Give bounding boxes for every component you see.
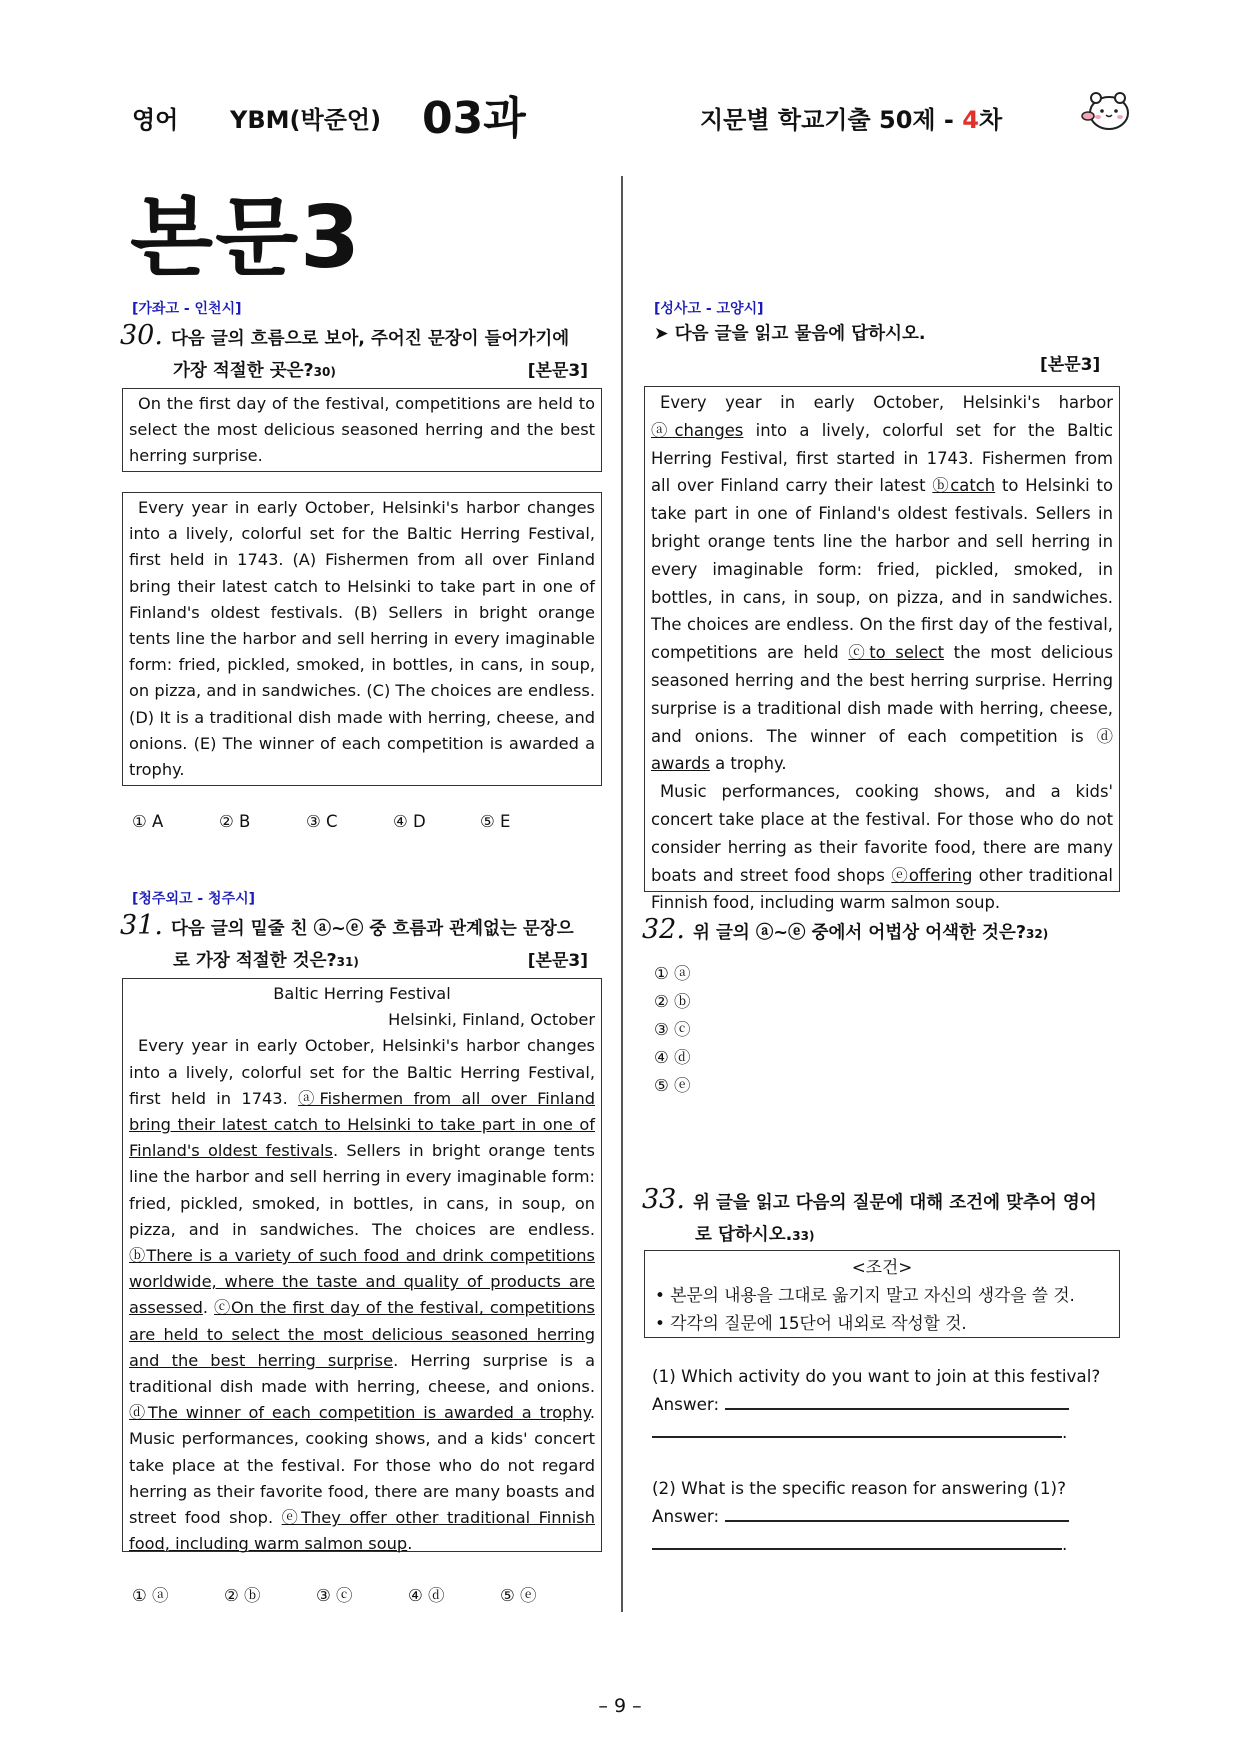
right-tag: [본문3] [1040, 355, 1101, 375]
q31-underline-b: ⓑThere is a variety of such food and drink competitions worldwide, where the taste and quality of products are assessed [129, 1246, 595, 1318]
q30-option-1[interactable]: ① A [132, 812, 164, 831]
q33-sub2-question: (2) What is the specific reason for answering (1)? [652, 1478, 1066, 1498]
q33-sub1-answer-line[interactable] [725, 1390, 1069, 1410]
q31-options [132, 1582, 592, 1606]
q31-option-5[interactable]: ⑤ ⓔ [500, 1586, 537, 1605]
right-passage: Every year in early October, Helsinki's harbor ⓐchanges into a lively, colorful set for the Baltic Herring Festival, first started in 1743. Fishermen from all over Finland carry their latest ⓑcatch to Helsinki to take part in one of Finland's oldest festivals. Sellers in bright orange tents line the harbor and sell herring in every imaginable form: fried, pickled, smoked, in bottles, in cans, in soup, on pizza, and in sandwiches. The choices are endless. On the first day of the festival, competitions are held ⓒto select the most delicious seasoned herring and the best herring surprise. Herring surprise is a traditional dish made with herring, cheese, and onions. The winner of each competition is ⓓ awards a trophy. Music performances, cooking shows, and a kids' concert take place at the festival. For those who do not consider herring as their favorite food, there are many boats and street food shops ⓔoffering other traditional Finnish food, including warm salmon soup. [644, 386, 1120, 892]
q30-tag: [본문3] [527, 361, 588, 381]
series-label: 지문별 학교기출 50제 - 4차 [700, 106, 1003, 134]
q32-prompt: 32. 위 글의 ⓐ~ⓔ 중에서 어법상 어색한 것은?32) [642, 914, 1049, 945]
q31-passage-title: Baltic Herring Festival [273, 984, 451, 1003]
q30-given-sentence: On the first day of the festival, competitions are held to select the most delicious seasoned herring and the best herring surprise. [122, 388, 602, 472]
right-underline-c: ⓒto select [848, 643, 945, 663]
q33-number: 33. [642, 1184, 685, 1215]
q30-number: 30. [120, 320, 163, 351]
column-divider [621, 176, 623, 1612]
right-underline-e: ⓔoffering [891, 865, 973, 885]
q31-underline-c: ⓒOn the first day of the festival, competitions are held to select the most delicious seasoned herring and the best herring surprise [129, 1298, 595, 1370]
q32-option-3[interactable]: ③ ⓒ [654, 1020, 691, 1039]
q32-options [654, 960, 691, 1100]
right-source: [성사고 - 고양시] [654, 301, 764, 317]
q33-condition-2: • 각각의 질문에 15단어 내외로 작성할 것. [655, 1313, 967, 1333]
q31-prompt: 31. 다음 글의 밑줄 친 ⓐ~ⓔ 중 흐름과 관계없는 문장으 로 가장 적절한 것은?31) [본문3] [120, 910, 600, 978]
q31-option-3[interactable]: ③ ⓒ [316, 1586, 353, 1605]
q32-option-4[interactable]: ④ ⓓ [654, 1048, 691, 1067]
q30-prompt: 30. 다음 글의 흐름으로 보아, 주어진 문장이 들어가기에 가장 적절한 곳은?30) [본문3] [120, 320, 600, 388]
q31-underline-d: ⓓThe winner of each competition is awarded a trophy [129, 1403, 590, 1423]
q32-option-1[interactable]: ① ⓐ [654, 964, 691, 983]
q30-option-5[interactable]: ⑤ E [480, 812, 511, 831]
q30-option-2[interactable]: ② B [219, 812, 251, 831]
q30-option-4[interactable]: ④ D [393, 812, 426, 831]
subject-label: 영어 [132, 106, 179, 134]
q33-sub1-question: (1) Which activity do you want to join at this festival? [652, 1366, 1101, 1386]
q33-conditions [644, 1250, 1120, 1338]
q30-passage: Every year in early October, Helsinki's harbor changes into a lively, colorful set for the Baltic Herring Festival, first held in 1743. (A) Fishermen from all over Finland bring their latest catch to Helsinki to take part in one of Finland's oldest festivals. (B) Sellers in bright orange tents line the harbor and sell herring in every imaginable form: fried, pickled, smoked, in bottles, in cans, in soup, on pizza, and in sandwiches. (C) The choices are endless. (D) It is a traditional dish made with herring, cheese, and onions. (E) The winner of each competition is awarded a trophy. [122, 492, 602, 786]
section-title: 본문3 [130, 188, 362, 288]
textbook-label: YBM(박준언) [230, 106, 382, 134]
right-underline-a: ⓐchanges [651, 420, 744, 440]
q31-passage-place: Helsinki, Finland, October [388, 1010, 595, 1030]
lesson-label: 03과 [422, 93, 526, 144]
q33-sub2-answer-line[interactable] [725, 1502, 1069, 1522]
right-instruction: ➤ 다음 글을 읽고 물음에 답하시오. [654, 324, 926, 344]
q33-sub2-answer-line-2[interactable] [652, 1530, 1062, 1550]
q31-option-1[interactable]: ① ⓐ [132, 1586, 169, 1605]
q31-underline-a: ⓐFishermen from all over Finland bring their latest catch to Helsinki to take part in one of Finland's oldest festivals [129, 1088, 595, 1161]
q33-prompt: 33. 위 글을 읽고 다음의 질문에 대해 조건에 맞추어 영어 로 답하시오.33) [642, 1184, 1097, 1245]
q30-option-3[interactable]: ③ C [306, 812, 338, 831]
q31-number: 31. [120, 910, 163, 941]
q32-number: 32. [642, 914, 685, 945]
q33-conditions-title: <조건> [851, 1257, 913, 1277]
series-round: 4 [962, 106, 979, 134]
q30-options [132, 812, 567, 831]
q33-condition-1: • 본문의 내용을 그대로 옮기지 말고 자신의 생각을 쓸 것. [655, 1285, 1075, 1305]
right-underline-b: ⓑcatch [932, 476, 996, 496]
q32-option-5[interactable]: ⑤ ⓔ [654, 1076, 691, 1095]
q31-option-4[interactable]: ④ ⓓ [408, 1586, 445, 1605]
q33-sub1-answer-line-2[interactable] [652, 1418, 1062, 1438]
page-number: – 9 – [598, 1695, 642, 1717]
q33-sub1: (1) Which activity do you want to join at this festival? Answer: . [652, 1362, 1122, 1446]
right-underline-d: awards [651, 754, 710, 774]
q31-underline-e: ⓔThey offer other traditional Finnish food, including warm salmon soup [129, 1508, 595, 1554]
q31-tag: [본문3] [527, 951, 588, 971]
q30-source: [가좌고 - 인천시] [132, 301, 242, 317]
q31-option-2[interactable]: ② ⓑ [224, 1586, 261, 1605]
q32-option-2[interactable]: ② ⓑ [654, 992, 691, 1011]
q33-sub2: (2) What is the specific reason for answering (1)? Answer: . [652, 1474, 1122, 1558]
q31-source: [청주외고 - 청주시] [132, 891, 256, 907]
q31-passage: Baltic Herring Festival Helsinki, Finland, October Every year in early October, Helsinki's harbor changes into a lively, colorful set for the Baltic Herring Festival, first held in 1743. ⓐFishermen from all over Finland bring their latest catch to Helsinki to take part in one of Finland's oldest festivals. Sellers in bright orange tents line the harbor and sell herring in every imaginable form: fried, pickled, smoked, in bottles, in cans, in soup, on pizza, and in sandwiches. The choices are endless. ⓑThere is a variety of such food and drink competitions worldwide, where the taste and quality of products are assessed. ⓒOn the first day of the festival, competitions are held to select the most delicious seasoned herring and the best herring surprise. Herring surprise is a traditional dish made with herring, cheese, and onions. ⓓThe winner of each competition is awarded a trophy. Music performances, cooking shows, and a kids' concert take place at the festival. For those who do not regard herring as their favorite food, there are many boasts and street food shop. ⓔThey offer other traditional Finnish food, including warm salmon soup. [122, 978, 602, 1552]
bear-mascot-icon [1080, 86, 1134, 134]
